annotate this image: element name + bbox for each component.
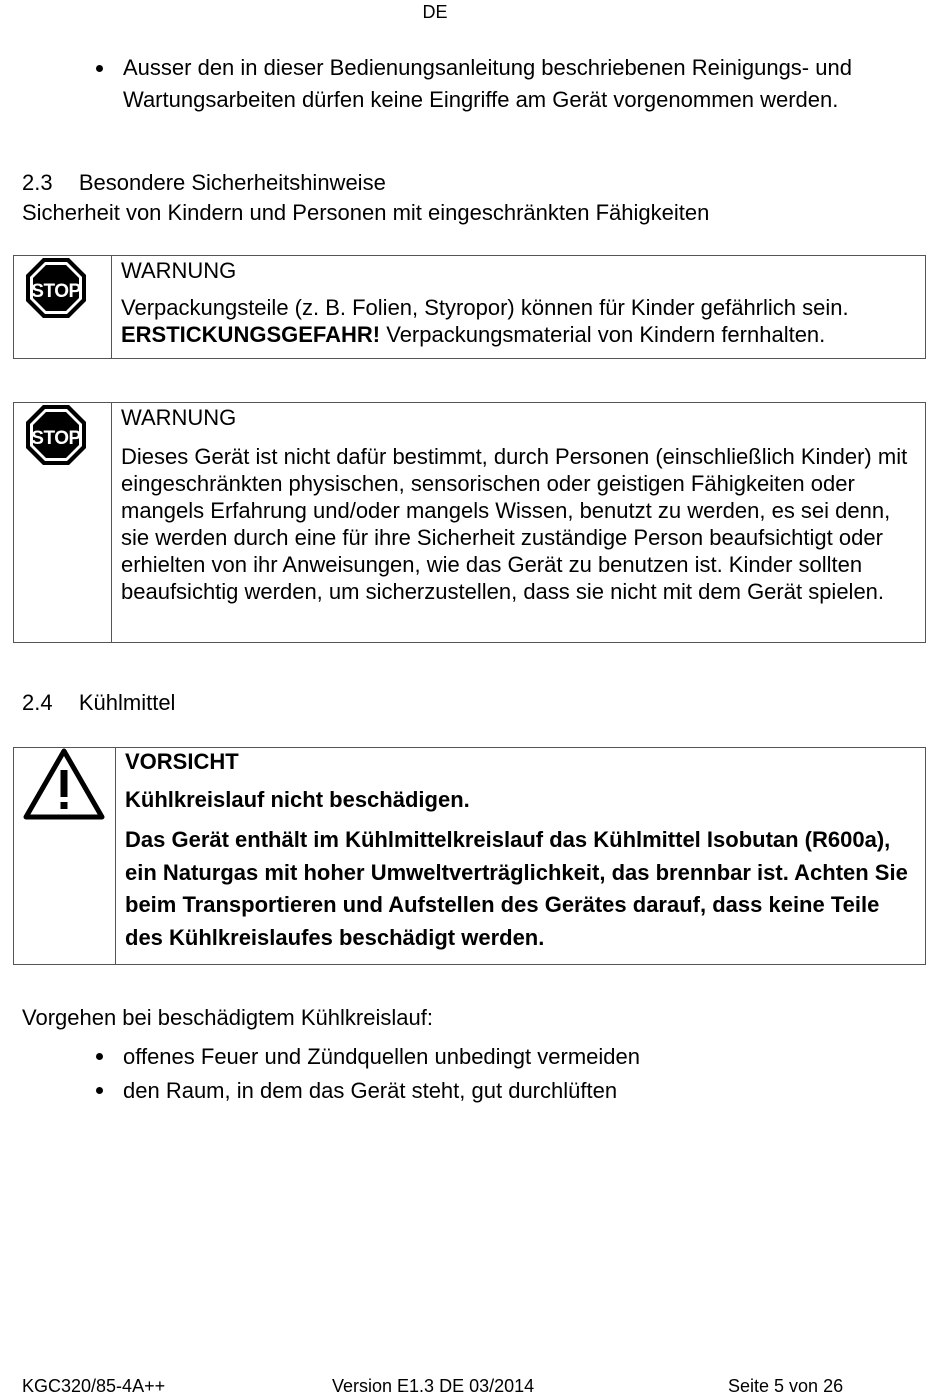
warning-content [121, 258, 917, 349]
list-item-text: Ausser den in dieser Bedienungsanleitung beschriebenen Reinigungs- und Wartungsarbeiten dürfen keine Eingriffe am Gerät vorgenommen werden. [123, 55, 852, 112]
footer-model: KGC320/85-4A++ [22, 1376, 166, 1396]
section-heading-2-4 [22, 688, 175, 718]
procedure-bullet-list [86, 1040, 926, 1108]
bullet-icon [86, 1074, 110, 1108]
caution-text-line1: Kühlkreislauf nicht beschädigen. [125, 787, 470, 812]
footer-page-number: Seite 5 von 26 [728, 1376, 844, 1396]
warning-text: Dieses Gerät ist nicht dafür bestimmt, durch Personen (einschließlich Kinder) mit eingeschränkten physischen, sensorischen oder geistigen Fähigkeiten oder mangels Erfahrung und/oder mangels Wissen, benutzt zu werden, es sei denn, sie werden durch eine für ihre Sicherheit zuständige Person beaufsichtigt oder erhielten von ihr Anweisungen, wie das Gerät zu benutzen ist. Kinder sollten beaufsichtig werden, um sicherzustellen, dass sie nicht mit dem Gerät spielen. [121, 444, 908, 604]
warning-title: WARNUNG [121, 405, 237, 430]
section-subtitle: Sicherheit von Kindern und Personen mit eingeschränkten Fähigkeiten [22, 200, 710, 225]
footer-version: Version E1.3 DE 03/2014 [332, 1376, 535, 1396]
list-item-text: den Raum, in dem das Gerät steht, gut durchlüften [123, 1078, 618, 1103]
warning-triangle-icon [23, 748, 105, 820]
caution-box-coolant [13, 747, 926, 965]
stop-sign-text: STOP [31, 428, 81, 449]
bullet-icon [86, 52, 110, 116]
list-item [86, 52, 926, 116]
section-title: Besondere Sicherheitshinweise [78, 170, 386, 195]
stop-sign-icon [24, 403, 88, 467]
caution-content [125, 748, 917, 954]
icon-cell [14, 403, 112, 642]
warning-text-line2: Verpackungsmaterial von Kindern fernhalten. [380, 322, 826, 347]
section-number: 2.4 [22, 690, 53, 715]
list-item [86, 1074, 926, 1108]
warning-content [121, 405, 917, 605]
icon-cell [14, 256, 112, 358]
section-number: 2.3 [22, 170, 53, 195]
section-title: Kühlmittel [78, 690, 176, 715]
warning-title: WARNUNG [121, 258, 237, 283]
list-item-text: offenes Feuer und Zündquellen unbedingt vermeiden [123, 1044, 640, 1069]
warning-emphasis: ERSTICKUNGSGEFAHR! [121, 322, 381, 347]
stop-sign-text: STOP [31, 281, 81, 302]
list-item [86, 1040, 926, 1074]
caution-title: VORSICHT [125, 749, 239, 774]
warning-box-persons [13, 402, 926, 643]
procedure-intro: Vorgehen bei beschädigtem Kühlkreislauf: [22, 1005, 433, 1030]
warning-text-line1: Verpackungsteile (z. B. Folien, Styropor) können für Kinder gefährlich sein. [121, 295, 849, 320]
section-heading-2-3 [22, 168, 386, 198]
caution-text: Das Gerät enthält im Kühlmittelkreislauf das Kühlmittel Isobutan (R600a), ein Naturgas mit hoher Umweltverträglichkeit, das brennbar ist. Achten Sie beim Transportieren und Aufstellen des Gerätes darauf, dass keine Teile des Kühlkreislaufes beschädigt werden. [125, 827, 908, 950]
warning-box-packaging [13, 255, 926, 359]
intro-bullet-list [86, 52, 926, 116]
bullet-icon [86, 1040, 110, 1074]
language-code: DE [422, 2, 448, 22]
stop-sign-icon [24, 256, 88, 320]
icon-cell [14, 748, 116, 964]
